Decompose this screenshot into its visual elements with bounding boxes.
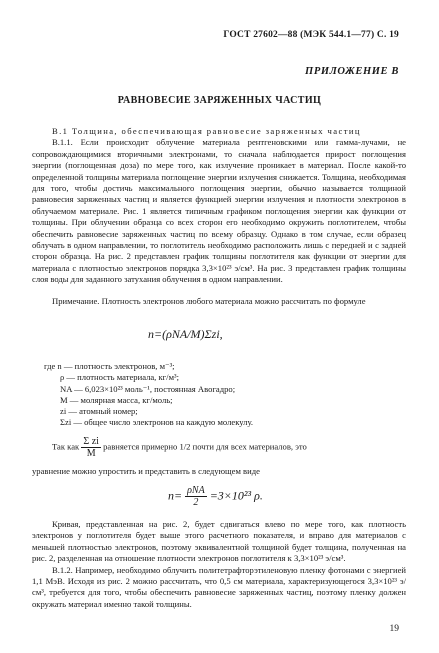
simplify-line: уравнение можно упростить и представить в следующем виде xyxy=(32,466,260,476)
legend-line: где n — плотность электронов, м⁻³; xyxy=(44,361,175,371)
b1-heading: В.1 Толщина, обеспечивающая равновесие заряженных частиц xyxy=(52,126,361,136)
note-block xyxy=(32,296,406,307)
legend-line: NA — 6,023×10²³ моль⁻¹, постоянная Авогадро; xyxy=(60,383,236,394)
paragraph-b11: В.1.1. Если происходит облучение материала рентгеновскими или гамма-лучами, не сопровождающимися вторичными электронами, то сначала наблюдается прирост поглощения энергии (поглощенная доза) по мере того, как излучение проникает в материал. После какой-то определенной толщины материала поглощение энергии излучения снижается. Толщина, необходимая для того, чтобы достичь максимального поглощения энергии, обычно называется толщиной равновесия заряженных частиц и является функцией энергии излучения и плотности электронов в облучаемом материале. Рис. 1 является типичным графиком поглощения энергии как функции от толщины. При облучении образца со всех сторон его необходимо окружить поглотителем, чтобы обеспечить равновесие заряженных частиц по всему образцу. Однако в том случае, если образец облучать в одном направлении, то поглотитель необходимо расположить лишь с передней и с задней сторон образца. На рис. 2 представлен график толщины поглотителя как функции от энергии для материала с плотностью электронов порядка 3,3×10²³ э/см³. На рис. 3 представлен график толщины слоя воды для заданного затухания облучения в одном направлении. xyxy=(32,137,406,285)
since-line xyxy=(52,436,307,459)
formula2-right: =3×10²³ ρ. xyxy=(209,488,263,503)
fraction-denominator: M xyxy=(86,448,96,459)
formula2-left: n= xyxy=(168,488,183,503)
legend-line: ρ — плотность материала, кг/м³; xyxy=(60,372,179,383)
body-text-bottom xyxy=(32,519,406,610)
formula2-denominator: 2 xyxy=(193,497,199,508)
sum-over-m-fraction xyxy=(81,436,101,459)
legend-line: zi — атомный номер; xyxy=(60,406,138,417)
since-prefix: Так как xyxy=(52,441,80,452)
body-text-top xyxy=(32,126,406,286)
note-paragraph: Примечание. Плотность электронов любого материала можно рассчитать по формуле xyxy=(52,296,366,306)
formula2-fraction xyxy=(185,485,207,508)
standard-header: ГОСТ 27602—88 (МЭК 544.1—77) С. 19 xyxy=(223,30,399,40)
legend-line: Σzi — общее число электронов на каждую молекулу. xyxy=(60,417,254,428)
curve-paragraph: Кривая, представленная на рис. 2, будет сдвигаться влево по мере того, как плотность электронов у поглотителя будет выше этого расчетного показателя, и вправо для материалов с меньшей плотностью электронов, поэтому эквивалентной толщиной будет толщина, полученная на рис. 2, разделенная на отношение плотности электронов поглотителя к 3,3×10²³ э/см³. xyxy=(32,519,406,564)
paragraph-b12: В.1.2. Например, необходимо облучить политетрафторэтиленовую пленку фотонами с энергией 1,1 МэВ. Исходя из рис. 2 можно рассчитать, что 0,5 см материала, характеризующегося 3,3×10²³ э/см³, требуется для того, чтобы обеспечить равновесие заряженных частиц, поэтому пленку должен окружать материал именно такой толщины. xyxy=(32,564,406,609)
fraction-numerator: Σ zi xyxy=(83,436,99,447)
formula2-numerator: ρNA xyxy=(187,485,205,496)
electron-density-formula: n=(ρNA/M)Σzi, xyxy=(148,327,223,341)
page-number: 19 xyxy=(389,624,399,634)
legend-line: M — молярная масса, кг/моль; xyxy=(60,394,173,405)
simplified-formula xyxy=(168,485,263,508)
since-suffix: равняется примерно 1/2 почти для всех материалов, это xyxy=(103,441,307,452)
formula-legend xyxy=(44,361,253,429)
section-title: РАВНОВЕСИЕ ЗАРЯЖЕННЫХ ЧАСТИЦ xyxy=(117,95,322,106)
appendix-label: ПРИЛОЖЕНИЕ В xyxy=(305,66,399,77)
